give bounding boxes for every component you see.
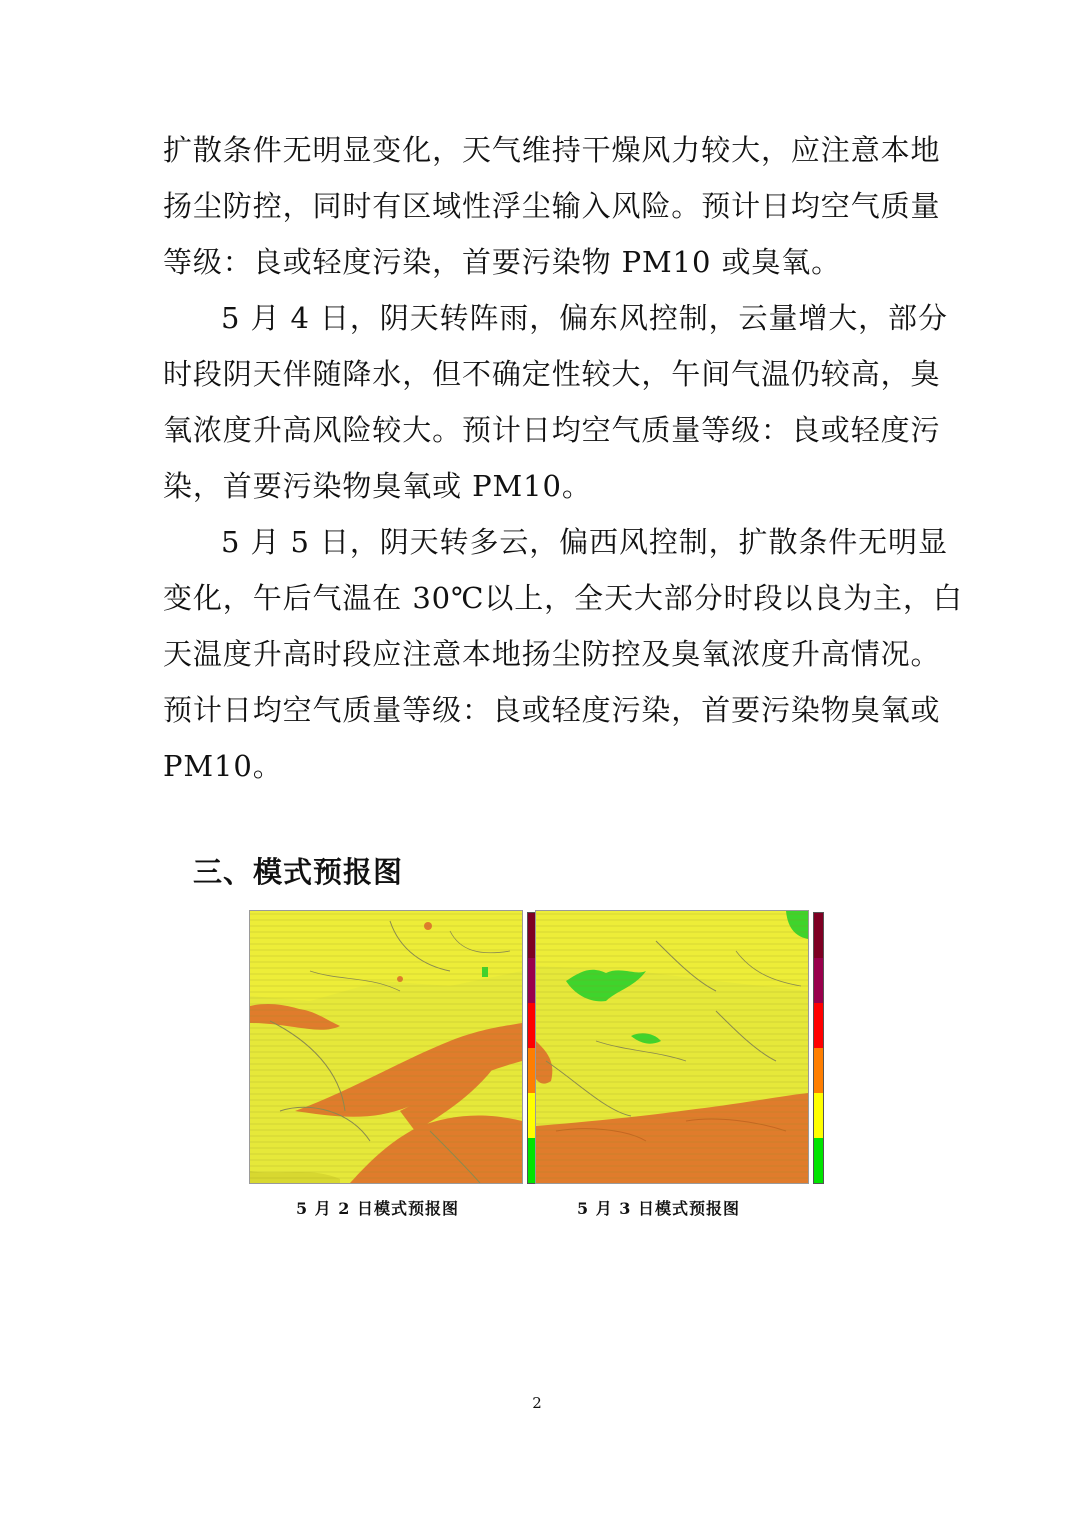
text-line: 扩散条件无明显变化，天气维持干燥风力较大，应注意本地	[163, 133, 941, 167]
text-line: 时段阴天伴随降水，但不确定性较大，午间气温仍较高，臭	[163, 357, 941, 391]
text-line: 扬尘防控，同时有区域性浮尘输入风险。预计日均空气质量	[163, 189, 941, 223]
forecast-figure-may-3	[535, 910, 827, 1184]
text-line: 天温度升高时段应注意本地扬尘防控及臭氧浓度升高情况。	[163, 637, 941, 671]
legend-swatch	[814, 1048, 823, 1093]
page-number: 2	[532, 1394, 542, 1412]
figure-caption-may-3: 5 月 3 日模式预报图	[577, 1199, 740, 1218]
text-line: 5 月 5 日，阴天转多云，偏西风控制，扩散条件无明显	[221, 525, 948, 559]
forecast-map-icon	[249, 910, 523, 1184]
text-line: 预计日均空气质量等级：良或轻度污染，首要污染物臭氧或	[163, 693, 941, 727]
text-line: 等级：良或轻度污染，首要污染物 PM10 或臭氧。	[163, 245, 842, 279]
text-line: PM10。	[163, 749, 283, 783]
legend-swatch	[814, 1093, 823, 1138]
section-heading: 三、模式预报图	[193, 855, 404, 889]
text-line: 5 月 4 日，阴天转阵雨，偏东风控制，云量增大，部分	[221, 301, 948, 335]
legend-swatch	[814, 958, 823, 1003]
text-line: 染，首要污染物臭氧或 PM10。	[163, 469, 592, 503]
legend-swatch	[814, 1138, 823, 1183]
figure-caption-may-2: 5 月 2 日模式预报图	[296, 1199, 459, 1218]
text-line: 变化，午后气温在 30℃以上，全天大部分时段以良为主，白	[163, 581, 963, 615]
legend-swatch	[814, 1003, 823, 1048]
legend-swatch	[814, 913, 823, 958]
forecast-map-icon	[535, 910, 809, 1184]
text-line: 氧浓度升高风险较大。预计日均空气质量等级：良或轻度污	[163, 413, 941, 447]
color-scale-legend	[813, 912, 824, 1184]
forecast-figure-may-2	[249, 910, 541, 1184]
